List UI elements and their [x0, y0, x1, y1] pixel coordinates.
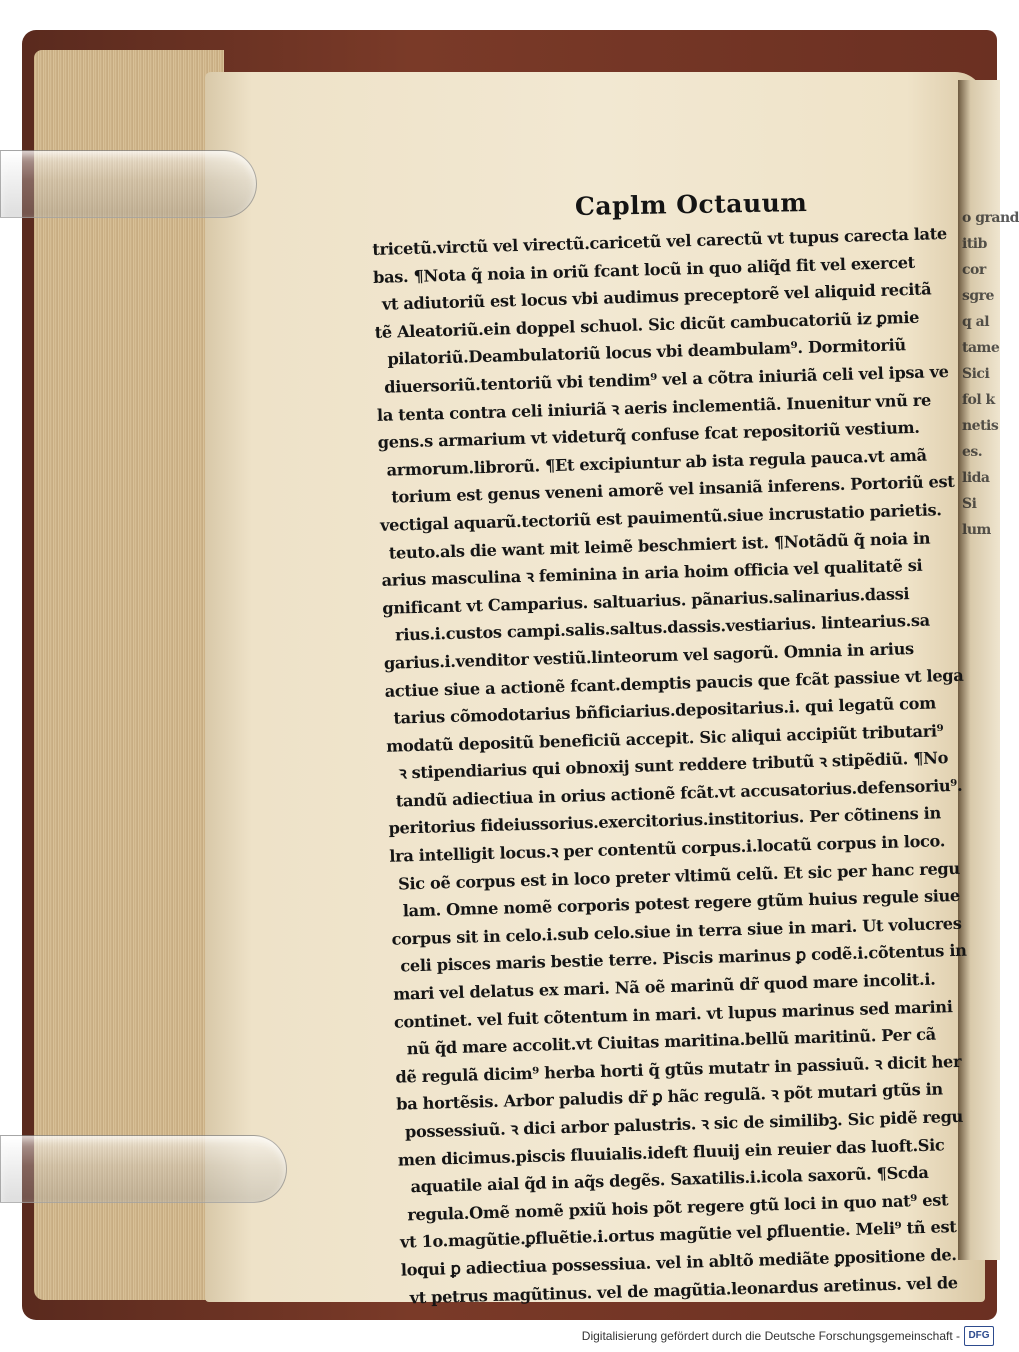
text-line: torium est genus veneni amorẽ vel insaniã inferens. Portoriũ est — [391, 472, 955, 507]
text-line: Sic oẽ corpus est in loco preter vltimũ celũ. Et sic per hanc regu — [397, 858, 961, 894]
page-heading: Caplm Octauum — [574, 187, 808, 222]
text-line: actiue siue a actionẽ fcant.demptis paucis que fcãt passiue vt lega — [384, 665, 964, 701]
page-edges — [34, 50, 224, 1300]
text-line: vt adiutoriũ est locus vbi audimus preceptorẽ vel aliquid recitã — [381, 279, 932, 314]
text-line: rius.i.custos campi.salis.saltus.dassis.vestiarius. lintearius.sa — [394, 610, 931, 645]
text-line: gnificant vt Camparius. saltuarius. pãnarius.salinarius.dassi — [382, 583, 910, 618]
text-line: vt petrus magũtinus. vel de magũtia.leonardus aretinus. vel de — [409, 1272, 958, 1307]
text-line: ba hortẽsis. Arbor paludis dr̃ ꝑ hãc regulã. ꝛ põt mutari gtũs in — [395, 1079, 944, 1115]
text-line: modatũ depositũ beneficiũ accepit. Sic aliqui accipiũt tributari⁹ — [385, 720, 944, 756]
text-line: gens.s armarium vt videturq̃ confuse fcat repositoriũ vestium. — [377, 417, 920, 453]
text-line: possessiuũ. ꝛ dici arbor palustris. ꝛ sic de similibꝫ. Sic pidẽ regu — [404, 1106, 964, 1142]
text-line: pilatoriũ.Deambulatoriũ locus vbi deambulam⁹. Dormitoriũ — [387, 335, 907, 369]
text-line: lam. Omne nomẽ corporis potest regere gtũm huius regule siue — [402, 886, 961, 921]
text-line: armorum.librorũ. ¶Et excipiuntur ab ista regula pauca.vt amã — [386, 445, 927, 480]
text-line: continet. vel fuit cõtentum in mari. vt lupus marinus sed marini — [393, 996, 953, 1032]
text-line: ꝛ stipendiarius qui obnoxij sunt reddere tributũ ꝛ stipẽdiũ. ¶No — [398, 748, 949, 783]
footer — [0, 1320, 1000, 1352]
text-line: mari vel delatus ex mari. Nã oẽ marinũ dr̃ quod mare incolit.i. — [392, 969, 936, 1004]
text-line: tarius cõmodotarius bñficiarius.depositarius.i. qui legatũ com — [393, 693, 937, 728]
glass-clamp-top — [0, 150, 257, 218]
text-line: tricetũ.virctũ vel virectũ.caricetũ vel carectũ vt tupus carecta late — [372, 223, 948, 259]
text-line: nũ q̃d mare accolit.vt Ciuitas maritina.bellũ maritinũ. Per cã — [406, 1024, 936, 1059]
text-block — [372, 220, 992, 1312]
text-line: vt 1o.magũtie.ꝑfluẽtie.i.ortus magũtie vel ꝑfluentie. Meli⁹ tñ est — [399, 1217, 957, 1252]
text-line: celi pisces maris bestie terre. Piscis marinus ꝑ codẽ.i.cõtentus in — [400, 941, 967, 976]
text-line: lra intelligit locus.ꝛ per contentũ corpus.i.locatũ corpus in loco. — [389, 831, 946, 866]
footer-credit: Digitalisierung gefördert durch die Deutsche Forschungsgemeinschaft - — [581, 1329, 960, 1343]
text-line: tandũ adiectiua in orius actionẽ fcãt.vt accusatorius.defensoriu⁹. — [395, 775, 963, 811]
dfg-logo: DFG — [964, 1326, 994, 1346]
text-line: garius.i.venditor vestiũ.linteorum vel sagorũ. Omnia in arius — [383, 638, 915, 673]
text-line: aquatile aial q̃d in aq̃s degẽs. Saxatilis.i.icola saxorũ. ¶Scda — [410, 1163, 929, 1197]
text-line: peritorius fideiussorius.exercitorius.institorius. Per cõtinens in — [388, 803, 942, 839]
text-line: corpus sit in celo.i.sub celo.siue in terra siue in mari. Ut volucres — [391, 913, 962, 949]
glass-clamp-bottom — [0, 1135, 287, 1203]
text-line: bas. ¶Nota q̃ noia in oriũ fcant locũ in quo aliq̃d fit vel exercet — [372, 252, 916, 287]
text-line: regula.Omẽ nomẽ pxiũ hois põt regere gtũ loci in quo nat⁹ est — [407, 1190, 949, 1225]
text-line: diuersoriũ.tentoriũ vbi tendim⁹ vel a cõtra iniuriã celi vel ipsa ve — [383, 361, 949, 397]
text-line: la tenta contra celi iniuriã ꝛ aeris inclementiã. Inuenitur vnũ re — [376, 390, 932, 425]
text-line: teuto.als die want mit leimẽ beschmiert ist. ¶Notãdũ q̃ noia in — [388, 528, 931, 563]
text-line: men dicimus.piscis fluuialis.ideft fluuij ein reuier das luoft.Sic — [397, 1134, 945, 1170]
text-line: tẽ Aleatoriũ.ein doppel schuol. Sic dicũt cambucatoriũ iz ꝑmie — [374, 307, 920, 342]
text-line: arius masculina ꝛ feminina in aria hoim officia vel qualitatẽ si — [381, 555, 923, 590]
facing-page-text: o grand itib cor sgre q al tame Sici fol k netis es. lida Si lum — [962, 210, 1019, 538]
text-line: dẽ regulã dicim⁹ herba horti q̃ gtũs mutatr in passiuũ. ꝛ dicit her — [395, 1051, 962, 1087]
text-line: vectigal aquarũ.tectoriũ est pauimentũ.siue incrustatio parietis. — [379, 500, 942, 535]
text-line: loqui ꝑ adiectiua possessiua. vel in abltõ mediãte ꝑpositione de. — [400, 1245, 957, 1280]
